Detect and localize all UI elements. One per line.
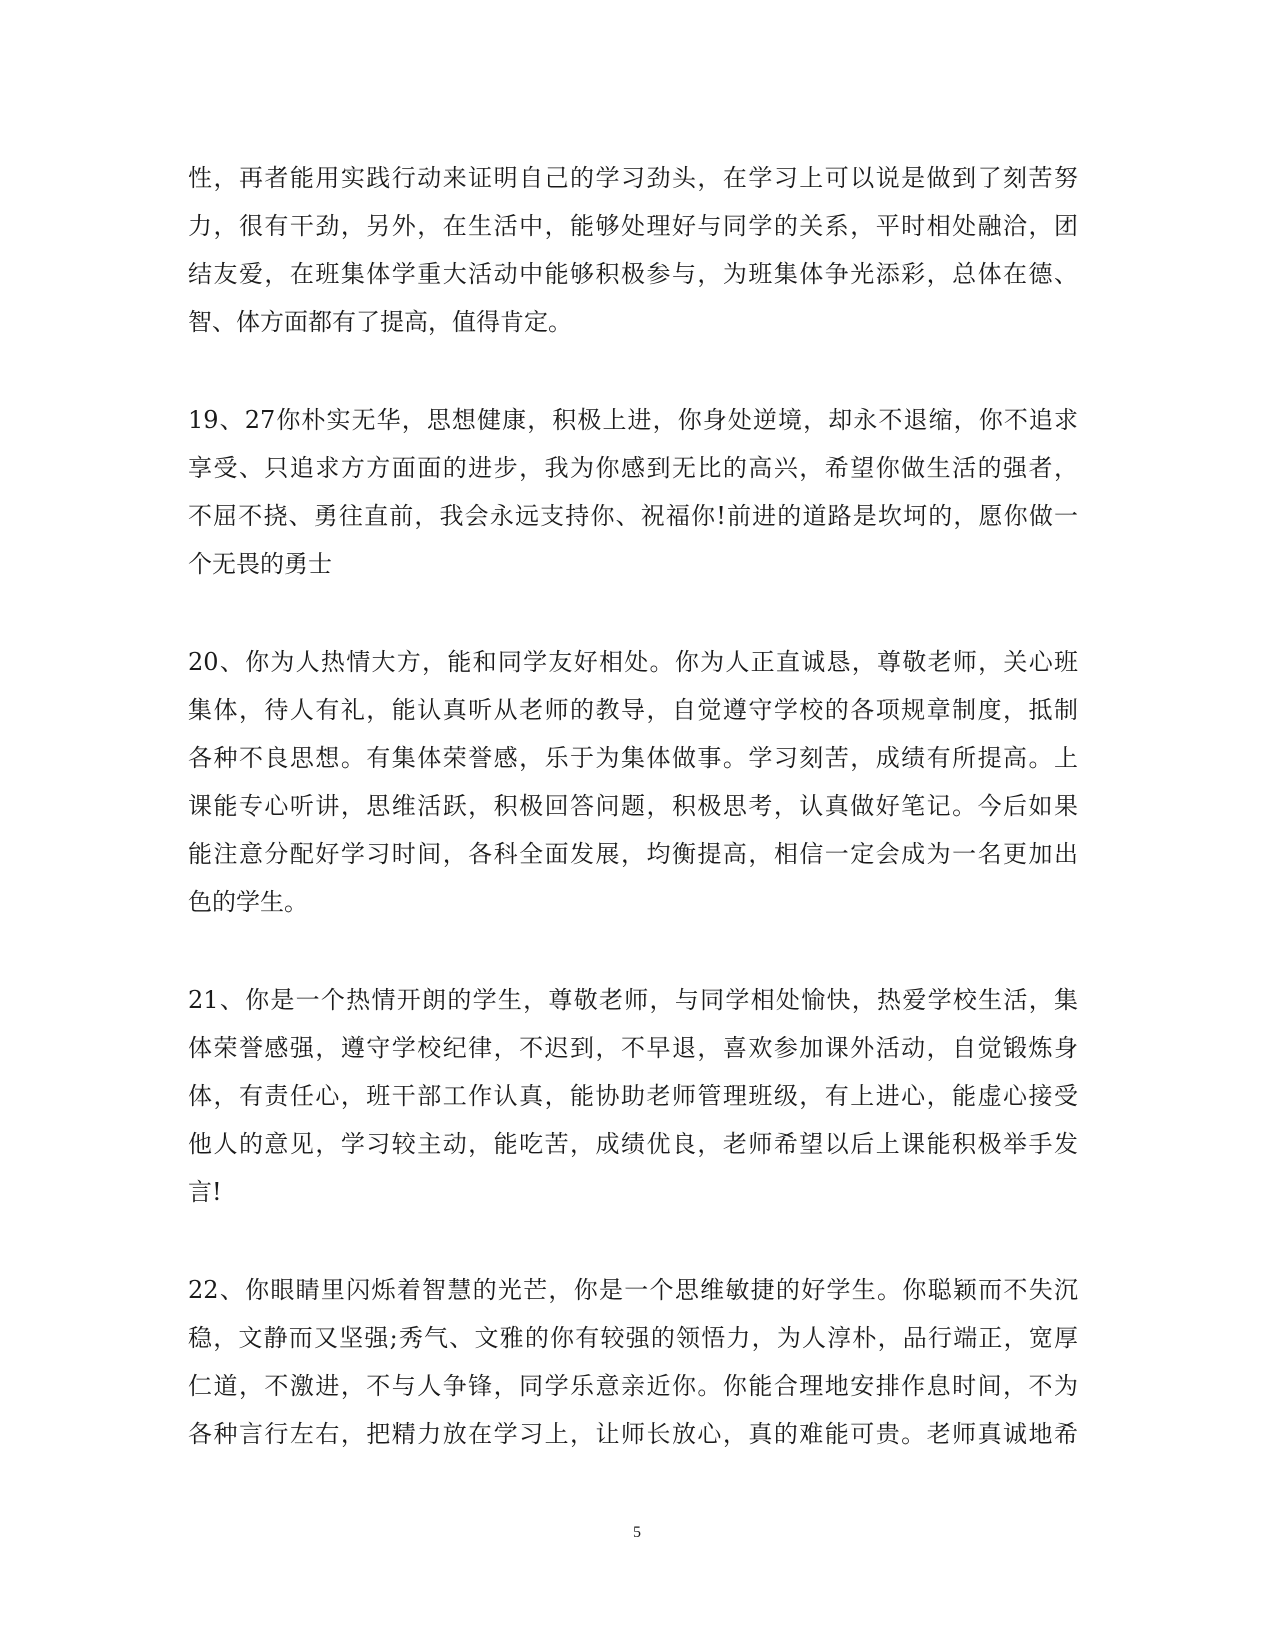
text-line: 20、你为人热情大方，能和同学友好相处。你为人正直诚恳，尊敬老师，关心班 — [188, 648, 1078, 676]
text-line: 19、27你朴实无华，思想健康，积极上进，你身处逆境，却永不退缩，你不追求 — [188, 406, 1078, 434]
text-line: 22、你眼睛里闪烁着智慧的光芒，你是一个思维敏捷的好学生。你聪颖而不失沉 — [188, 1276, 1078, 1304]
text-line: 智、体方面都有了提高，值得肯定。 — [188, 308, 572, 336]
text-line: 各种言行左右，把精力放在学习上，让师长放心，真的难能可贵。老师真诚地希 — [188, 1420, 1078, 1448]
text-line: 仁道，不激进，不与人争锋，同学乐意亲近你。你能合理地安排作息时间，不为 — [188, 1372, 1078, 1400]
paragraph-continuation — [188, 154, 1078, 346]
paragraph-item-20 — [188, 638, 1078, 926]
text-line: 个无畏的勇士 — [188, 550, 332, 578]
text-line: 体，有责任心，班干部工作认真，能协助老师管理班级，有上进心，能虚心接受 — [188, 1082, 1078, 1110]
paragraph-item-21 — [188, 976, 1078, 1216]
text-line: 色的学生。 — [188, 888, 308, 916]
text-line: 性，再者能用实践行动来证明自己的学习劲头，在学习上可以说是做到了刻苦努 — [188, 164, 1078, 192]
text-line: 各种不良思想。有集体荣誉感，乐于为集体做事。学习刻苦，成绩有所提高。上 — [188, 744, 1078, 772]
page-number: 5 — [633, 1524, 641, 1541]
text-line: 能注意分配好学习时间，各科全面发展，均衡提高，相信一定会成为一名更加出 — [188, 840, 1078, 868]
text-line: 21、你是一个热情开朗的学生，尊敬老师，与同学相处愉快，热爱学校生活，集 — [188, 986, 1078, 1014]
text-line: 他人的意见，学习较主动，能吃苦，成绩优良，老师希望以后上课能积极举手发 — [188, 1130, 1078, 1158]
document-body — [188, 154, 1078, 1508]
text-line: 集体，待人有礼，能认真听从老师的教导，自觉遵守学校的各项规章制度，抵制 — [188, 696, 1078, 724]
text-line: 稳，文静而又坚强;秀气、文雅的你有较强的领悟力，为人淳朴，品行端正，宽厚 — [188, 1324, 1078, 1352]
text-line: 课能专心听讲，思维活跃，积极回答问题，积极思考，认真做好笔记。今后如果 — [188, 792, 1078, 820]
text-line: 体荣誉感强，遵守学校纪律，不迟到，不早退，喜欢参加课外活动，自觉锻炼身 — [188, 1034, 1078, 1062]
text-line: 结友爱，在班集体学重大活动中能够积极参与，为班集体争光添彩，总体在德、 — [188, 260, 1078, 288]
paragraph-item-19 — [188, 396, 1078, 588]
text-line: 力，很有干劲，另外，在生活中，能够处理好与同学的关系，平时相处融洽，团 — [188, 212, 1078, 240]
text-line: 言! — [188, 1178, 222, 1206]
text-line: 享受、只追求方方面面的进步，我为你感到无比的高兴，希望你做生活的强者， — [188, 454, 1078, 482]
text-line: 不屈不挠、勇往直前，我会永远支持你、祝福你!前进的道路是坎坷的，愿你做一 — [188, 502, 1078, 530]
paragraph-item-22 — [188, 1266, 1078, 1458]
